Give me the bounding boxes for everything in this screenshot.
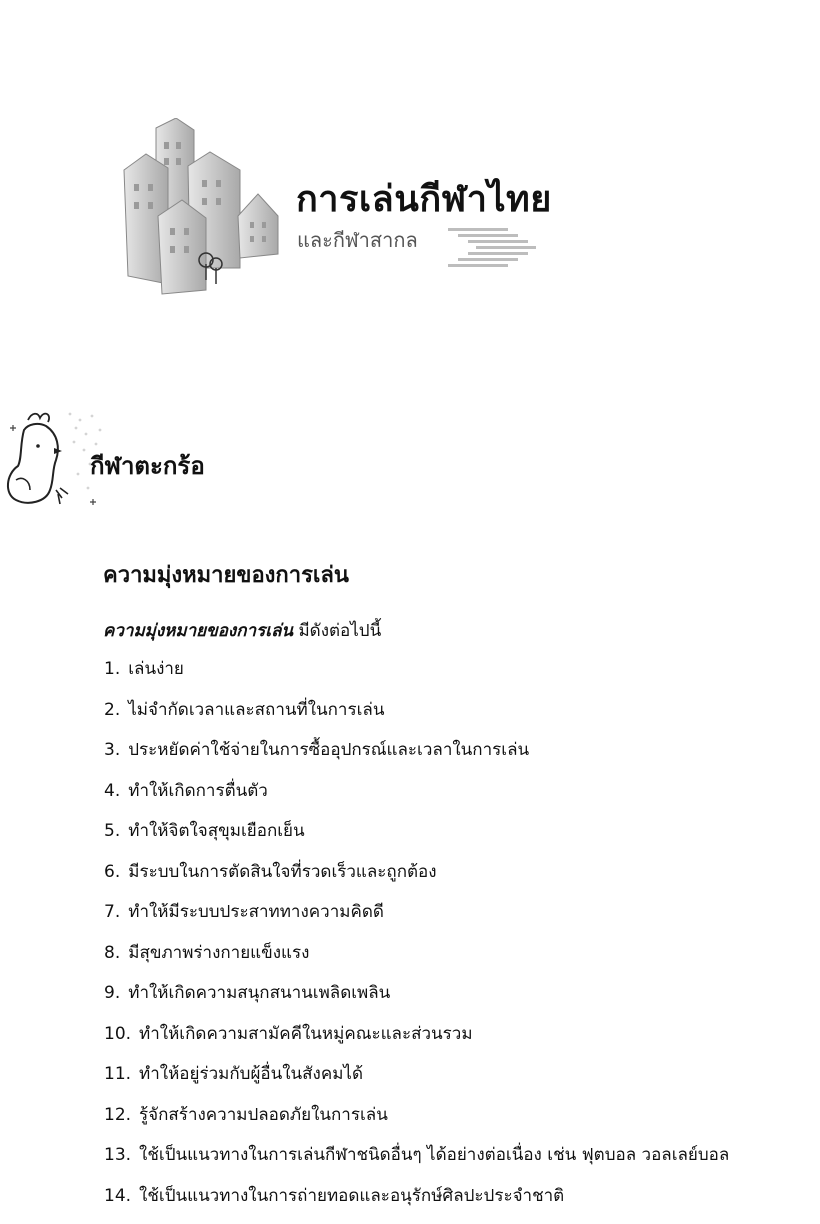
list-item	[104, 779, 729, 820]
intro-emphasis: ความมุ่งหมายของการเล่น	[103, 621, 293, 641]
purpose-list	[104, 657, 729, 1224]
page-title: การเล่นกีฬาไทย	[296, 170, 552, 227]
list-item-number: 4.	[104, 779, 120, 803]
list-item-number: 11.	[104, 1062, 131, 1086]
sub-heading: ความมุ่งหมายของการเล่น	[103, 557, 349, 592]
list-item	[104, 860, 729, 901]
list-item-number: 12.	[104, 1103, 131, 1127]
list-item-number: 5.	[104, 819, 120, 843]
list-item	[104, 1184, 729, 1224]
list-item	[104, 941, 729, 982]
list-item-number: 8.	[104, 941, 120, 965]
list-item-text: ใช้เป็นแนวทางในการถ่ายทอดและอนุรักษ์ศิลปะประจำชาติ	[139, 1186, 564, 1206]
list-item-text: มีสุขภาพร่างกายแข็งแรง	[128, 943, 309, 963]
list-item-number: 1.	[104, 657, 120, 681]
list-item-number: 2.	[104, 698, 120, 722]
list-item-text: ทำให้จิตใจสุขุมเยือกเย็น	[128, 821, 304, 841]
list-item	[104, 657, 729, 698]
list-item-number: 14.	[104, 1184, 131, 1208]
list-item	[104, 1022, 729, 1063]
list-item	[104, 738, 729, 779]
list-item	[104, 900, 729, 941]
list-item-text: ทำให้เกิดความสามัคคีในหมู่คณะและส่วนรวม	[139, 1024, 472, 1044]
list-item-text: ทำให้อยู่ร่วมกับผู้อื่นในสังคมได้	[139, 1064, 363, 1084]
list-item-text: ใช้เป็นแนวทางในการเล่นกีฬาชนิดอื่นๆ ได้อย่างต่อเนื่อง เช่น ฟุตบอล วอลเลย์บอล	[139, 1145, 729, 1165]
list-item-text: ไม่จำกัดเวลาและสถานที่ในการเล่น	[128, 700, 384, 720]
intro-text: มีดังต่อไปนี้	[293, 621, 381, 641]
section-title: กีฬาตะกร้อ	[90, 446, 205, 485]
list-item-number: 3.	[104, 738, 120, 762]
list-item	[104, 698, 729, 739]
list-item-text: ทำให้มีระบบประสาททางความคิดดี	[128, 902, 384, 922]
list-item-text: มีระบบในการตัดสินใจที่รวดเร็วและถูกต้อง	[128, 862, 436, 882]
intro-paragraph	[103, 617, 381, 644]
page-subtitle: และกีฬาสากล	[297, 224, 418, 256]
list-item-text: ทำให้เกิดการตื่นตัว	[128, 781, 268, 801]
list-item-number: 10.	[104, 1022, 131, 1046]
striped-shape-icon	[448, 226, 540, 270]
list-item-number: 9.	[104, 981, 120, 1005]
list-item	[104, 1103, 729, 1144]
list-item	[104, 981, 729, 1022]
list-item-text: ทำให้เกิดความสนุกสนานเพลิดเพลิน	[128, 983, 390, 1003]
list-item-text: ประหยัดค่าใช้จ่ายในการซื้ออุปกรณ์และเวลาในการเล่น	[128, 740, 529, 760]
buildings-illustration	[118, 118, 288, 298]
list-item-number: 7.	[104, 900, 120, 924]
list-item-number: 13.	[104, 1143, 131, 1167]
list-item	[104, 1143, 729, 1184]
list-item-text: รู้จักสร้างความปลอดภัยในการเล่น	[139, 1105, 388, 1125]
list-item-text: เล่นง่าย	[128, 659, 184, 679]
list-item	[104, 819, 729, 860]
list-item-number: 6.	[104, 860, 120, 884]
list-item	[104, 1062, 729, 1103]
